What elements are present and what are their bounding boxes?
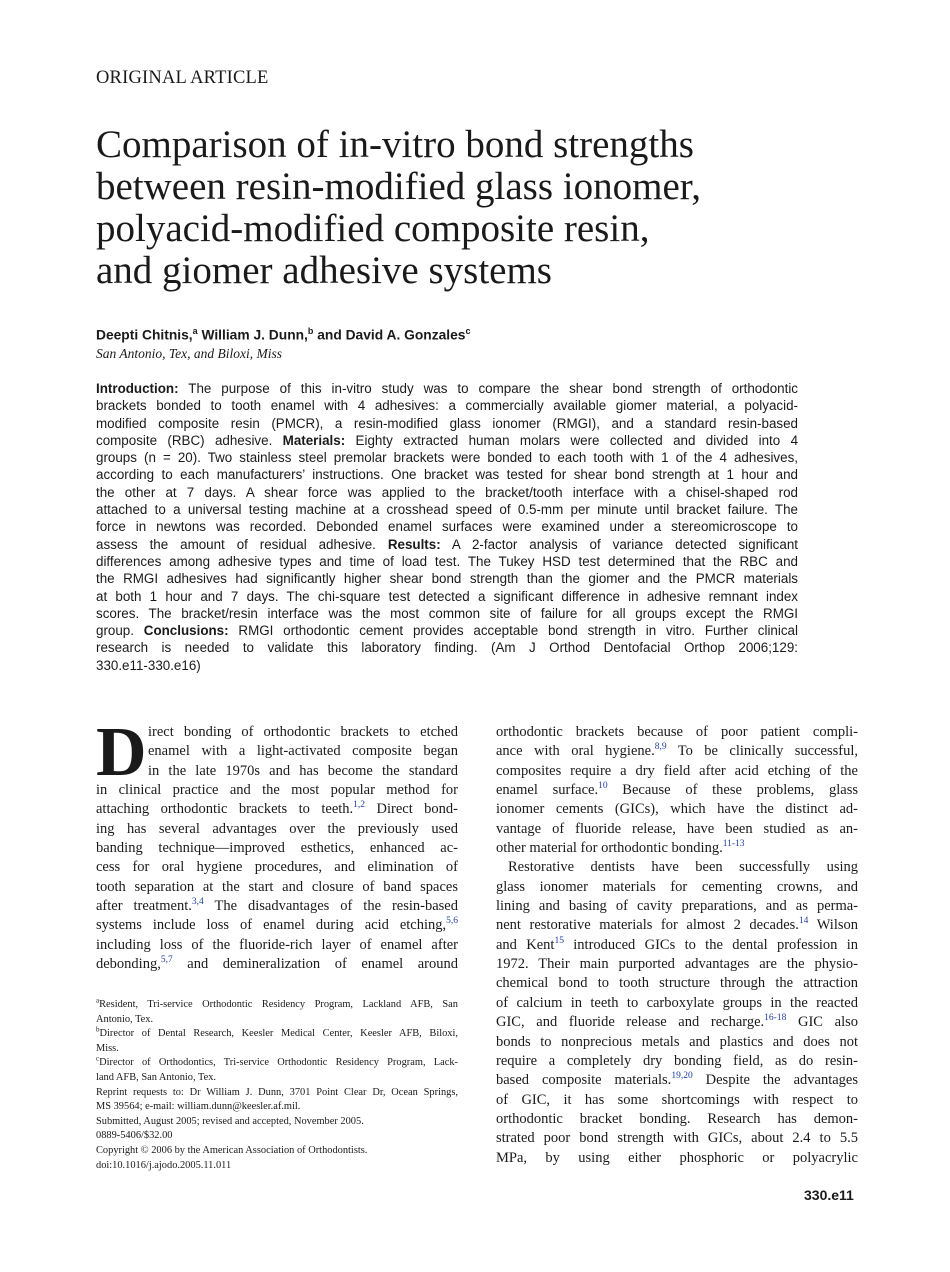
body-text: Wilson bbox=[808, 917, 858, 934]
body-line bbox=[96, 723, 458, 742]
page-number: 330.e11 bbox=[804, 1187, 854, 1203]
citation-ref: 5,7 bbox=[160, 955, 173, 966]
body-text: Despite the advantages bbox=[692, 1072, 858, 1089]
footnote-line bbox=[96, 1100, 458, 1115]
body-text: lining and basing of cavity preparations, and as perma- bbox=[496, 898, 858, 915]
title-line: between resin-modified glass ionomer, bbox=[96, 165, 701, 208]
body-line bbox=[96, 839, 458, 858]
body-text: GIC, and fluoride release and recharge. bbox=[496, 1014, 765, 1031]
body-text: based composite materials. bbox=[496, 1072, 672, 1089]
body-line bbox=[496, 897, 858, 916]
abstract-text: at both 1 hour and 7 days. The chi-square test detected a significant difference in adhesive remnant index bbox=[96, 588, 798, 604]
abstract-text: modified composite resin (PMCR), a resin-modified glass ionomer (RMGI), and a standard resin-based bbox=[96, 415, 798, 431]
abstract-text: 330.e11-330.e16) bbox=[96, 657, 201, 673]
body-line bbox=[96, 800, 458, 819]
citation-ref: 11-13 bbox=[722, 839, 745, 850]
body-line bbox=[96, 858, 458, 877]
body-line bbox=[496, 800, 858, 819]
footnote-line bbox=[96, 1027, 458, 1042]
abstract-line bbox=[96, 501, 798, 518]
body-line bbox=[496, 1071, 858, 1090]
body-text: other material for orthodontic bonding. bbox=[496, 840, 723, 857]
body-text: ionomer cements (GICs), which have the distinct ad- bbox=[496, 801, 858, 818]
body-line bbox=[496, 974, 858, 993]
abstract-text: differences among adhesive types and time of load test. The Tukey HSD test determined that the RBC and bbox=[96, 553, 798, 569]
footnote-line bbox=[96, 1013, 458, 1028]
abstract-text: assess the amount of residual adhesive. bbox=[96, 536, 388, 552]
footnote-text: Director of Orthodontics, Tri-service Orthodontic Residency Program, Lack- bbox=[99, 1057, 458, 1069]
abstract-line bbox=[96, 518, 798, 535]
body-text: orthodontic bracket bonding. Research has demon- bbox=[496, 1110, 858, 1127]
abstract-line bbox=[96, 484, 798, 501]
body-text: Restorative dentists have been successfully using bbox=[508, 859, 858, 876]
footnote-text: land AFB, San Antonio, Tex. bbox=[96, 1071, 217, 1083]
abstract-text: research is needed to validate this laboratory finding. (Am J Orthod Dentofacial Orthop 2006;129: bbox=[96, 640, 798, 656]
footnotes bbox=[96, 998, 458, 1173]
title-line: and giomer adhesive systems bbox=[96, 249, 552, 292]
abstract-line bbox=[96, 622, 798, 639]
citation-ref: 1,2 bbox=[353, 800, 366, 811]
body-line bbox=[96, 820, 458, 839]
citation-ref: 10 bbox=[598, 781, 608, 792]
body-line bbox=[496, 820, 858, 839]
footnote-text: Submitted, August 2005; revised and accepted, November 2005. bbox=[96, 1115, 364, 1127]
footnote-line bbox=[96, 1042, 458, 1057]
footnote-line bbox=[96, 998, 458, 1013]
body-text: 1972. Their main purported advantages are the physio- bbox=[496, 956, 858, 973]
body-line bbox=[96, 955, 458, 974]
body-text: enamel with a light-activated composite began bbox=[148, 743, 458, 760]
drop-cap: D bbox=[96, 714, 147, 791]
abstract-text: according to each manufacturers’ instructions. One bracket was tested for shear bond strength at 1 hour and bbox=[96, 467, 798, 483]
body-text: orthodontic brackets because of poor patient compli- bbox=[496, 724, 858, 740]
body-text: systems include loss of enamel during acid etching, bbox=[96, 917, 447, 934]
body-line bbox=[496, 1149, 858, 1168]
abstract-line bbox=[96, 588, 798, 605]
body-text: after treatment. bbox=[96, 898, 192, 915]
abstract bbox=[96, 380, 798, 674]
footnote-mark: c bbox=[96, 1054, 100, 1063]
abstract-line bbox=[96, 466, 798, 483]
body-text: require a completely dry bonding field, as do resin- bbox=[496, 1052, 858, 1069]
footnote-text: MS 39564; e-mail: william.dunn@keesler.af.mil. bbox=[96, 1101, 301, 1113]
body-text: composites require a dry field after acid etching of the bbox=[496, 762, 858, 779]
body-line bbox=[496, 742, 858, 761]
footnote-text: Reprint requests to: Dr William J. Dunn, 3701 Point Clear Dr, Ocean Springs, bbox=[96, 1086, 458, 1098]
abstract-text: Eighty extracted human molars were collected and divided into 4 bbox=[345, 432, 799, 448]
abstract-line bbox=[96, 397, 798, 414]
footnote-text: Copyright © 2006 by the American Association of Orthodontists. bbox=[96, 1144, 368, 1156]
body-line bbox=[496, 839, 858, 858]
author-mark: b bbox=[307, 326, 314, 336]
body-text: strated poor bond strength with GICs, about 2.4 to 5.5 bbox=[496, 1130, 858, 1147]
citation-ref: 3,4 bbox=[191, 897, 204, 908]
body-line bbox=[96, 916, 458, 935]
body-text: ance with oral hygiene. bbox=[496, 743, 655, 760]
body-line bbox=[96, 781, 458, 800]
author-mark: a bbox=[192, 326, 198, 336]
body-line bbox=[96, 742, 458, 761]
abstract-text: group. bbox=[96, 623, 144, 639]
body-line bbox=[496, 1091, 858, 1110]
abstract-line bbox=[96, 570, 798, 587]
footnote-text: Resident, Tri-service Orthodontic Residency Program, Lackland AFB, San bbox=[99, 999, 458, 1010]
abstract-line bbox=[96, 553, 798, 570]
body-line bbox=[496, 878, 858, 897]
body-text: introduced GICs to the dental profession in bbox=[563, 936, 858, 953]
abstract-text: groups (n = 20). Two stainless steel premolar brackets were bonded to each tooth with 1 of the 4 adhesives, bbox=[96, 450, 798, 466]
footnote-line bbox=[96, 1056, 458, 1071]
citation-ref: 14 bbox=[798, 916, 809, 927]
abstract-heading: Results: bbox=[387, 536, 441, 552]
abstract-text: force in newtons was recorded. Debonded enamel surfaces were examined under a stereomicroscope to bbox=[96, 519, 798, 535]
footnote-line bbox=[96, 1144, 458, 1159]
body-column-right bbox=[496, 723, 858, 1168]
body-text: debonding, bbox=[96, 956, 161, 973]
footnote-line bbox=[96, 1071, 458, 1086]
abstract-heading: Introduction: bbox=[96, 381, 179, 396]
body-line bbox=[496, 994, 858, 1013]
body-text: nent restorative materials for almost 2 decades. bbox=[496, 917, 799, 934]
abstract-line bbox=[96, 536, 798, 553]
body-text: attaching orthodontic brackets to teeth. bbox=[96, 801, 354, 818]
author-name: William J. Dunn, bbox=[201, 327, 308, 343]
abstract-text: scores. The bracket/resin interface was the most common site of failure for all groups except the RMGI bbox=[96, 605, 798, 621]
body-line bbox=[496, 1013, 858, 1032]
body-text: MPa, by using either phosphoric or polyacrylic bbox=[496, 1149, 858, 1166]
abstract-text: composite (RBC) adhesive. bbox=[96, 432, 283, 448]
body-line bbox=[96, 897, 458, 916]
footnote-mark: a bbox=[96, 996, 100, 1005]
author-name: Deepti Chitnis, bbox=[96, 327, 193, 343]
body-line bbox=[496, 1052, 858, 1071]
section-label: ORIGINAL ARTICLE bbox=[96, 68, 269, 88]
citation-ref: 19,20 bbox=[671, 1071, 693, 1082]
body-text: irect bonding of orthodontic brackets to etched bbox=[148, 724, 458, 740]
footnote-line bbox=[96, 1159, 458, 1174]
footnote-text: Director of Dental Research, Keesler Medical Center, Keesler AFB, Biloxi, bbox=[99, 1028, 458, 1040]
abstract-text: the other at 7 days. A shear force was applied to the bracket/tooth interface with a chisel-shaped rod bbox=[96, 484, 798, 500]
abstract-line bbox=[96, 657, 798, 674]
body-text: vantage of fluoride release, have been studied as an- bbox=[496, 820, 858, 837]
body-line bbox=[96, 878, 458, 897]
abstract-line bbox=[96, 432, 798, 449]
abstract-heading: Materials: bbox=[282, 432, 346, 448]
body-text: GIC also bbox=[786, 1014, 858, 1031]
abstract-text: The purpose of this in-vitro study was to compare the shear bond strength of orthodontic bbox=[178, 381, 798, 396]
abstract-line bbox=[96, 605, 798, 622]
body-text: banding technique—improved esthetics, enhanced ac- bbox=[96, 840, 458, 857]
body-line bbox=[496, 955, 858, 974]
body-line bbox=[496, 1033, 858, 1052]
body-text: bonds to nonprecious metals and plastics and does not bbox=[496, 1033, 858, 1050]
body-line bbox=[496, 1129, 858, 1148]
body-line bbox=[496, 1110, 858, 1129]
author-list bbox=[96, 326, 470, 343]
footnote-line bbox=[96, 1129, 458, 1144]
footnote-text: Antonio, Tex. bbox=[96, 1013, 154, 1025]
footnote-line bbox=[96, 1115, 458, 1130]
footnote-text: 0889-5406/$32.00 bbox=[96, 1130, 173, 1142]
abstract-line bbox=[96, 449, 798, 466]
author-name: and David A. Gonzales bbox=[317, 327, 466, 343]
body-text: The disadvantages of the resin-based bbox=[203, 898, 458, 915]
body-text: of calcium in teeth to carboxylate groups in the reacted bbox=[496, 994, 858, 1011]
body-line bbox=[496, 723, 858, 742]
author-mark: c bbox=[465, 326, 471, 336]
body-line bbox=[496, 762, 858, 781]
body-line bbox=[496, 781, 858, 800]
body-text: Direct bond- bbox=[365, 801, 458, 818]
body-text: of GIC, it has some shortcomings with respect to bbox=[496, 1091, 858, 1108]
body-line bbox=[496, 916, 858, 935]
footnote-text: Miss. bbox=[96, 1042, 119, 1054]
body-text: in the late 1970s and has become the standard bbox=[148, 762, 458, 779]
abstract-text: RMGI orthodontic cement provides acceptable bond strength in vitro. Further clinical bbox=[228, 623, 798, 639]
abstract-line bbox=[96, 380, 798, 397]
author-affiliation: San Antonio, Tex, and Biloxi, Miss bbox=[96, 346, 283, 361]
abstract-text: attached to a universal testing machine at a crosshead speed of 0.5-mm per minute until bracket failure. The bbox=[96, 502, 798, 518]
body-text: Because of these problems, glass bbox=[607, 782, 858, 799]
body-line bbox=[96, 936, 458, 955]
body-text: glass ionomer materials for cementing crowns, and bbox=[496, 878, 858, 895]
body-text: tooth separation at the start and closure of band spaces bbox=[96, 878, 458, 895]
body-text: ing has several advantages over the previously used bbox=[96, 820, 458, 837]
abstract-text: the RMGI adhesives had significantly higher shear bond strength than the giomer and the PMCR materials bbox=[96, 571, 798, 587]
citation-ref: 5,6 bbox=[446, 916, 458, 927]
title-line: polyacid-modified composite resin, bbox=[96, 207, 650, 250]
footnote-line bbox=[96, 1086, 458, 1101]
body-text: enamel surface. bbox=[496, 782, 599, 799]
abstract-text: A 2-factor analysis of variance detected significant bbox=[440, 536, 798, 552]
footnote-text: doi:10.1016/j.ajodo.2005.11.011 bbox=[96, 1159, 232, 1171]
body-line bbox=[496, 936, 858, 955]
abstract-line bbox=[96, 639, 798, 656]
citation-ref: 8,9 bbox=[654, 742, 667, 753]
citation-ref: 15 bbox=[554, 935, 564, 946]
article-title bbox=[96, 124, 816, 292]
abstract-heading: Conclusions: bbox=[143, 623, 229, 639]
body-text: chemical bond to tooth structure through the attraction bbox=[496, 975, 858, 992]
body-text: in clinical practice and the most popular method for bbox=[96, 782, 458, 799]
abstract-text: brackets bonded to tooth enamel with 4 adhesives: a commercially available giomer material, a polyacid- bbox=[96, 398, 798, 414]
footnote-mark: b bbox=[96, 1025, 100, 1034]
title-line: Comparison of in-vitro bond strengths bbox=[96, 123, 694, 166]
citation-ref: 16-18 bbox=[764, 1013, 787, 1024]
body-line bbox=[96, 762, 458, 781]
body-text: and demineralization of enamel around bbox=[172, 956, 458, 973]
body-text: and Kent bbox=[496, 936, 555, 953]
body-line bbox=[496, 858, 858, 877]
body-text: To be clinically successful, bbox=[666, 743, 859, 760]
body-text: including loss of the fluoride-rich layer of enamel after bbox=[96, 936, 458, 953]
body-column-left bbox=[96, 714, 458, 974]
abstract-line bbox=[96, 415, 798, 432]
body-text: cess for oral hygiene procedures, and elimination of bbox=[96, 859, 458, 876]
